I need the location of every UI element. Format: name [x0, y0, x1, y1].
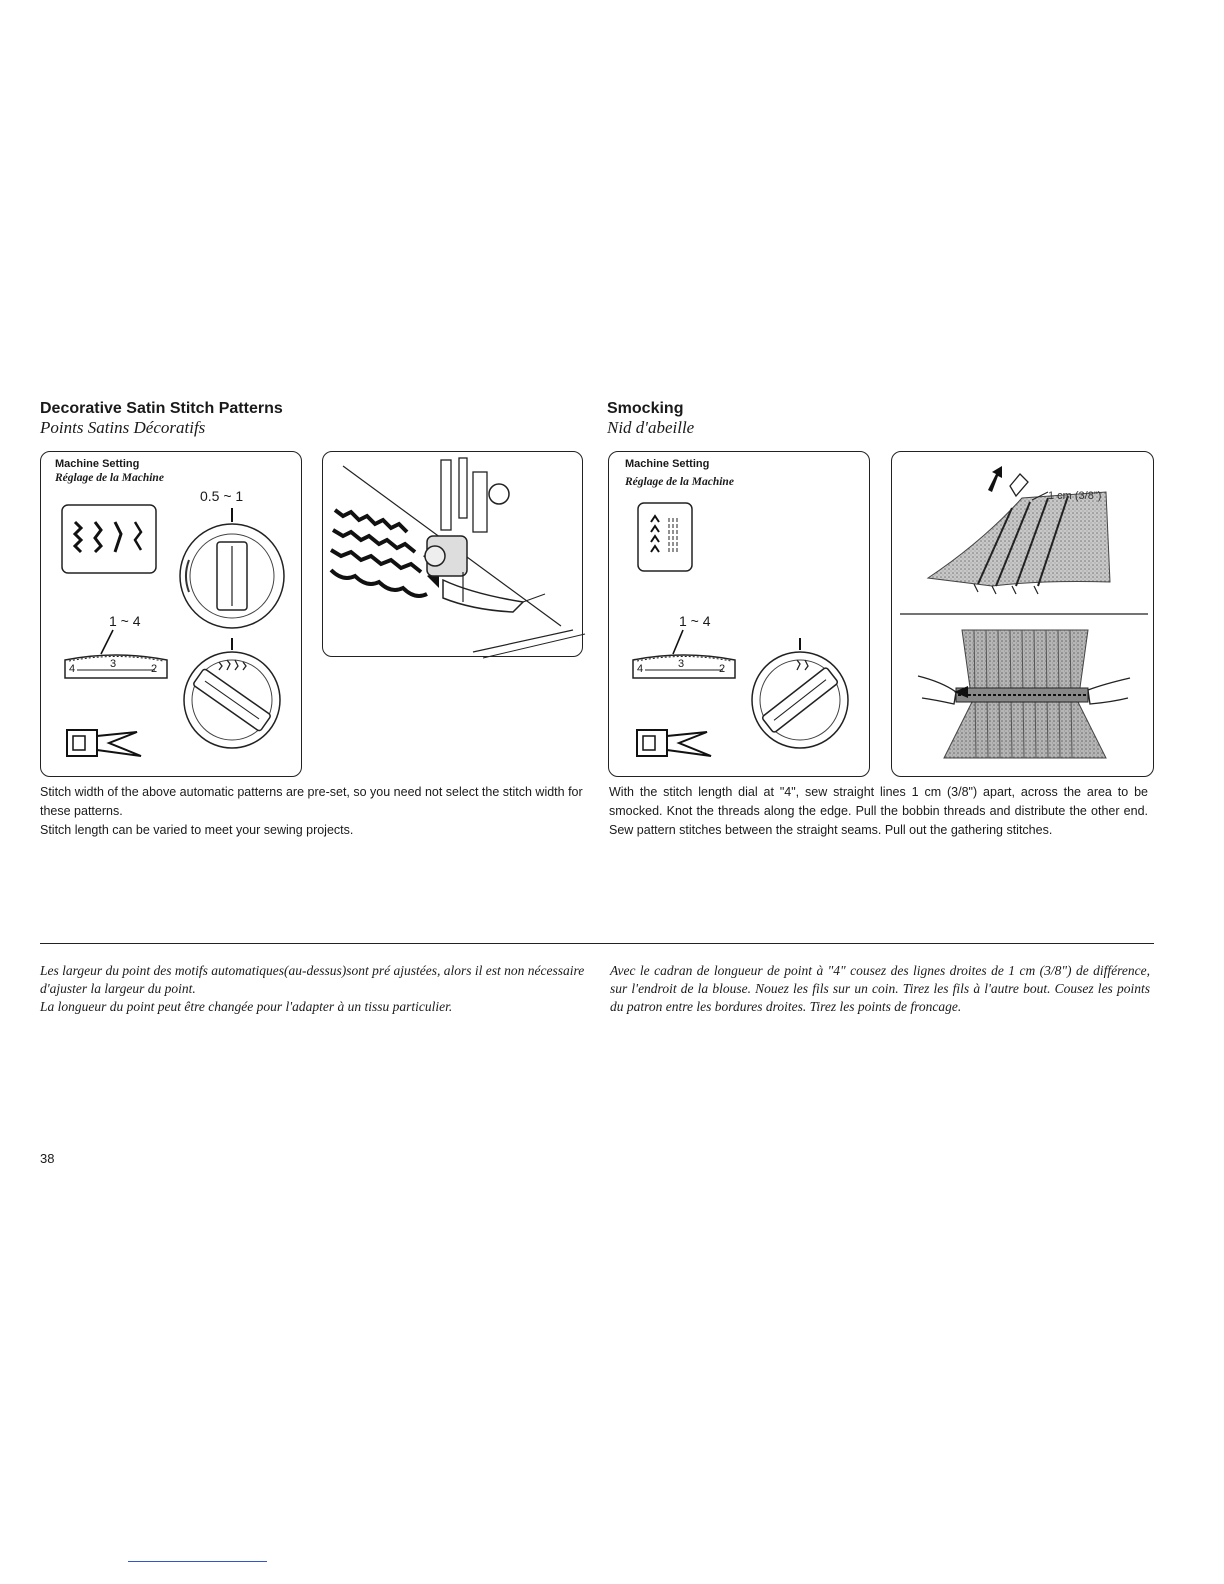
right-section-title: Smocking	[607, 400, 684, 417]
spacing-label: 1 cm (3/8")	[1048, 490, 1102, 502]
left-machine-setting-panel	[40, 451, 302, 777]
length-dial-tick: 4	[637, 663, 644, 675]
left-sewing-illustration-panel	[322, 451, 583, 657]
length-dial-tick: 3	[110, 658, 117, 670]
length-dial-tick: 2	[719, 663, 726, 675]
stitch-width-dial-icon	[175, 508, 289, 630]
section-divider	[40, 943, 1154, 944]
pattern-selector-dial-icon	[743, 638, 857, 750]
length-dial-tick: 3	[678, 658, 685, 670]
right-machine-setting-panel	[608, 451, 870, 777]
length-dial-tick: 2	[151, 663, 158, 675]
presser-foot-icon	[635, 728, 715, 758]
smocking-fabric-illustration	[892, 452, 1155, 778]
machine-setting-label: Machine Setting	[625, 458, 710, 470]
right-section-subtitle: Nid d'abeille	[607, 418, 695, 437]
right-body-text: With the stitch length dial at "4", sew straight lines 1 cm (3/8") apart, across the area to be smocked. Knot the threads along the edge. Pull the bobbin threads and distribute the other end. Sew pattern stitches between the straight seams. Pull out the gathering stitches.	[609, 785, 1148, 837]
page-number: 38	[40, 1151, 55, 1166]
presser-foot-icon	[65, 728, 145, 758]
left-body-paragraph: Stitch length can be varied to meet your sewing projects.	[40, 823, 354, 837]
machine-setting-label-fr: Réglage de la Machine	[625, 476, 734, 488]
left-section-title: Decorative Satin Stitch Patterns	[40, 400, 283, 417]
left-body-text	[40, 783, 586, 840]
right-body-text-fr: Avec le cadran de longueur de point à "4" cousez des lignes droites de 1 cm (3/8") de différence, sur l'endroit de la blouse. Nouez les fils sur un coin. Tirez les fils à l'autre bout. Cousez les points du patron entre les bordures droites. Tirez les points de froncage.	[610, 963, 1150, 1014]
left-body-paragraph-fr: La longueur du point peut être changée pour l'adapter à un tissu particulier.	[40, 999, 453, 1014]
satin-pattern-window-icon	[61, 504, 157, 574]
stitch-width-setting: 0.5 ~ 1	[200, 488, 244, 504]
left-body-paragraph: Stitch width of the above automatic patterns are pre-set, so you need not select the stitch width for these patterns.	[40, 785, 583, 818]
bottom-link-line	[128, 1561, 267, 1562]
stitch-length-setting: 1 ~ 4	[679, 613, 711, 629]
pattern-selector-dial-icon	[175, 638, 289, 750]
length-dial-tick: 4	[69, 663, 76, 675]
smocking-pattern-window-icon	[637, 502, 693, 572]
right-smocking-illustration-panel	[891, 451, 1154, 777]
machine-setting-label-fr: Réglage de la Machine	[55, 472, 164, 484]
machine-setting-label: Machine Setting	[55, 458, 140, 470]
left-section-subtitle: Points Satins Décoratifs	[40, 418, 206, 437]
left-body-text-fr	[40, 962, 588, 1016]
stitch-length-setting: 1 ~ 4	[109, 613, 141, 629]
left-body-paragraph-fr: Les largeur du point des motifs automatiques(au-dessus)sont pré ajustées, alors il est non nécessaire d'ajuster la largeur du point.	[40, 963, 585, 996]
presser-foot-sewing-illustration	[323, 452, 584, 658]
